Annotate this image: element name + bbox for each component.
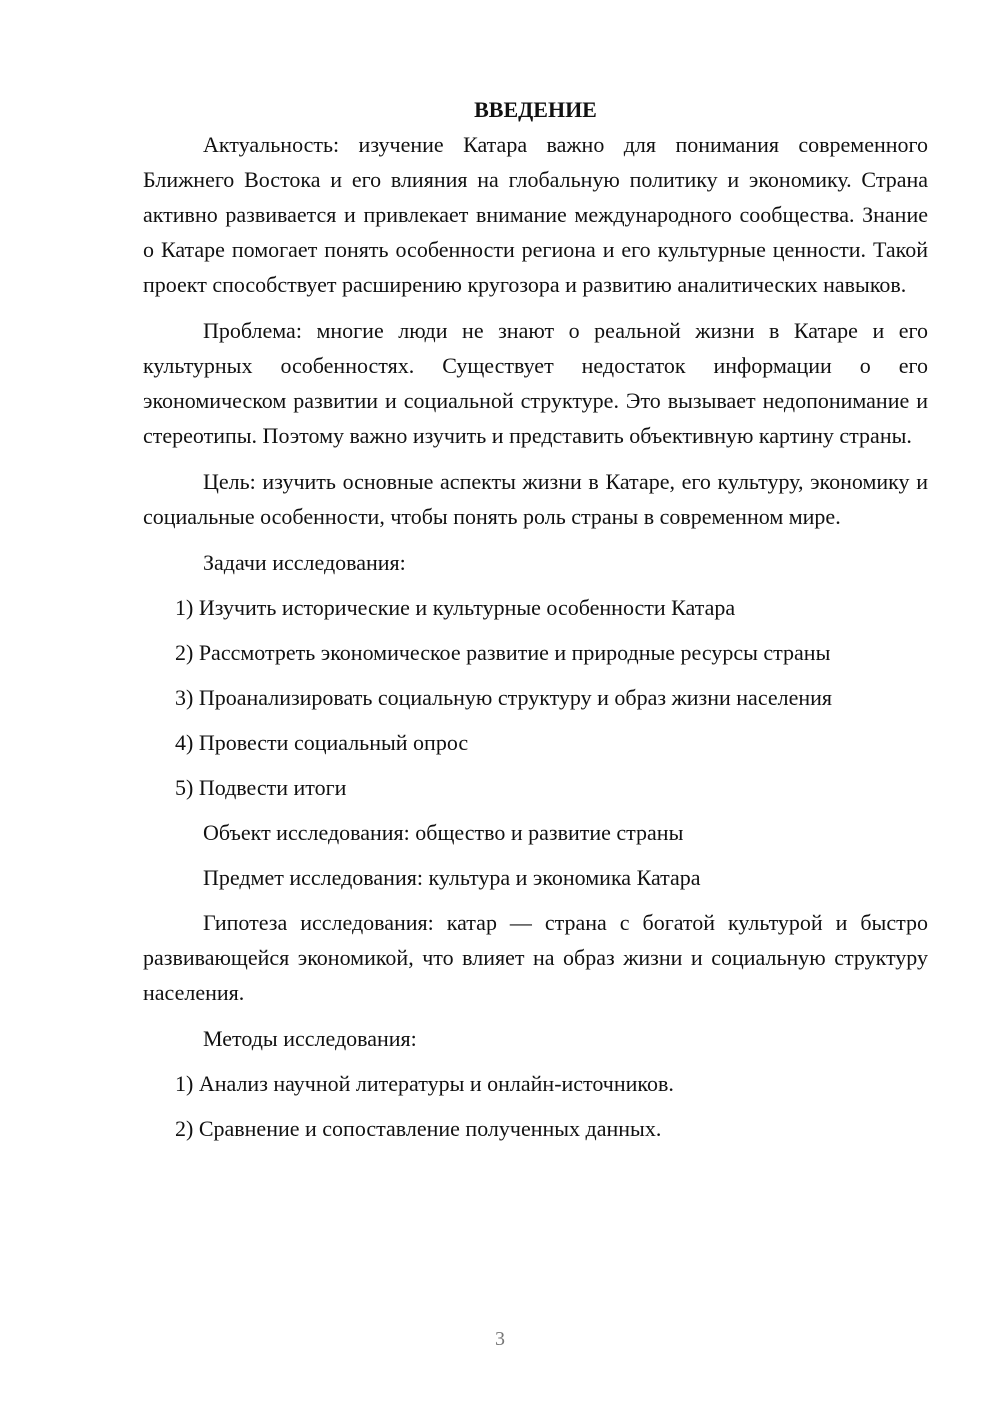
goal-paragraph: Цель: изучить основные аспекты жизни в Катаре, его культуру, экономику и социальные особенности, чтобы понять роль страны в современном мире.: [143, 469, 928, 529]
page-title: ВВЕДЕНИЕ: [474, 97, 597, 122]
task-item: 5) Подвести итоги: [175, 775, 347, 800]
page-content: [143, 92, 928, 1146]
research-subject: Предмет исследования: культура и экономика Катара: [203, 865, 701, 890]
tasks-heading: Задачи исследования:: [203, 550, 406, 575]
task-item: 2) Рассмотреть экономическое развитие и природные ресурсы страны: [175, 640, 831, 665]
method-item: 1) Анализ научной литературы и онлайн-источников.: [175, 1071, 674, 1096]
relevance-paragraph: Актуальность: изучение Катара важно для понимания современного Ближнего Востока и его влияния на глобальную политику и экономику. Страна активно развивается и привлекает внимание международного сообщества. Знание о Катаре помогает понять особенности региона и его культурные ценности. Такой проект способствует расширению кругозора и развитию аналитических навыков.: [143, 132, 928, 297]
page-number: 3: [495, 1328, 505, 1350]
task-item: 1) Изучить исторические и культурные особенности Катара: [175, 595, 736, 620]
problem-paragraph: Проблема: многие люди не знают о реальной жизни в Катаре и его культурных особенностях. Существует недостаток информации о его экономическом развитии и социальной структуре. Это вызывает недопонимание и стереотипы. Поэтому важно изучить и представить объективную картину страны.: [143, 318, 928, 448]
task-item: 3) Проанализировать социальную структуру и образ жизни населения: [175, 685, 833, 710]
task-item: 4) Провести социальный опрос: [175, 730, 469, 755]
method-item: 2) Сравнение и сопоставление полученных данных.: [175, 1116, 662, 1141]
hypothesis-paragraph: Гипотеза исследования: катар — страна с богатой культурой и быстро развивающейся экономикой, что влияет на образ жизни и социальную структуру населения.: [143, 910, 928, 1005]
research-object: Объект исследования: общество и развитие страны: [203, 820, 684, 845]
methods-heading: Методы исследования:: [203, 1026, 417, 1051]
